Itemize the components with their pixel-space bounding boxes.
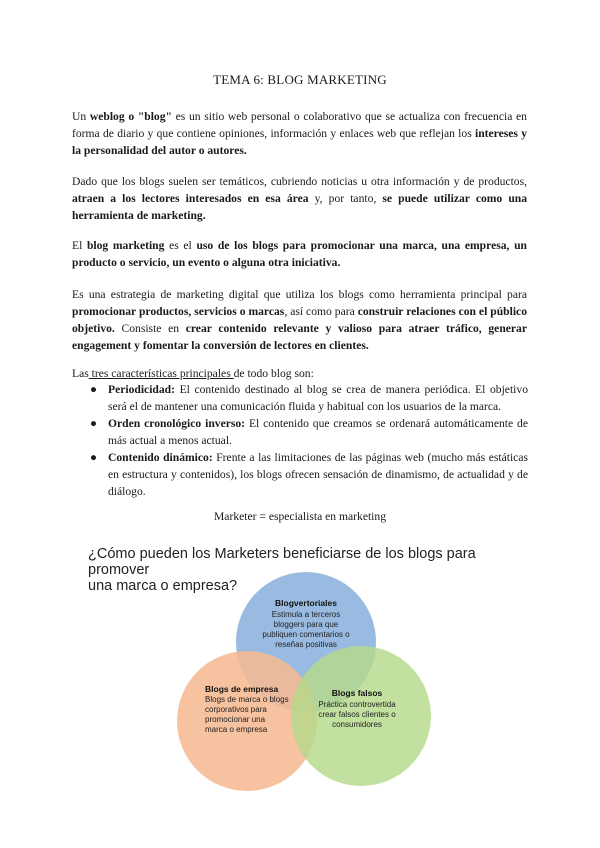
venn-line: reseñas positivas: [275, 640, 337, 649]
bold-term: uso de los blogs para promocionar una marca, una empresa, un producto o servicio, un evento o alguna otra iniciativa.: [72, 239, 527, 269]
venn-line: Blogs de marca o blogs: [205, 695, 289, 704]
paragraph-weblog-definition: Un weblog o "blog" es un sitio web personal o colaborativo que se actualiza con frecuencia en forma de diario y que contiene opiniones, información y enlaces web que reflejan los intereses y la personalidad del autor o autores.: [72, 110, 528, 157]
venn-line: marca o empresa: [205, 725, 268, 734]
venn-line: bloggers para que: [273, 620, 339, 629]
bullet-icon: ●: [90, 451, 98, 464]
bold-term: se puede utilizar como una herramienta de marketing.: [72, 192, 528, 222]
bullet-icon: ●: [90, 383, 98, 396]
characteristics-intro: Las tres características principales de todo blog son:: [72, 367, 314, 380]
document-title: TEMA 6: BLOG MARKETING: [213, 72, 387, 87]
venn-title: Blogs falsos: [331, 688, 383, 698]
venn-line: promocionar una: [205, 715, 266, 724]
venn-line: Estimula a terceros: [271, 610, 341, 619]
bold-term: crear contenido relevante y valioso para atraer tráfico, generar engagement y fomentar la conversión de lectores en clientes.: [72, 322, 527, 352]
bullet-icon: ●: [90, 417, 98, 430]
venn-line: crear falsos clientes o: [318, 710, 396, 719]
bold-term: intereses y la personalidad del autor o autores.: [72, 127, 528, 157]
bold-term: blog marketing: [86, 239, 165, 252]
venn-line: publiquen comentarios o: [262, 630, 350, 639]
venn-line: Práctica controvertida: [318, 700, 396, 709]
marketer-note: Marketer = especialista en marketing: [214, 510, 386, 523]
venn-line: corporativos para: [205, 705, 267, 714]
bold-term: construir relaciones con el público objetivo.: [72, 305, 527, 335]
bold-term: weblog o "blog": [89, 110, 172, 123]
paragraph-marketing-strategy: Es una estrategia de marketing digital que utiliza los blogs como herramienta principal para promocionar productos, servicios o marcas, así como para construir relaciones con el público objetivo. Consiste en crear contenido relevante y valioso para atraer tráfico, generar engagement y fomentar la conversión de lectores en clientes.: [72, 288, 527, 352]
item-label: Contenido dinámico:: [108, 451, 213, 464]
item-text: Frente a las limitaciones de las páginas web (mucho más estáticas en estructura y contenidos), los blogs ofrecen sensación de dinamismo, de actualidad y de diálogo.: [108, 451, 528, 498]
bold-term: atraen a los lectores interesados en esa área: [72, 192, 309, 205]
venn-title: Blogs de empresa: [205, 684, 279, 694]
diagram-question: ¿Cómo pueden los Marketers beneficiarse de los blogs para promover una marca o empresa?: [88, 546, 476, 594]
item-label: Periodicidad:: [108, 383, 175, 396]
underlined-phrase: tres características principales: [88, 367, 234, 380]
item-text: El contenido destinado al blog se crea de manera periódica. El objetivo será el de mantener una comunicación fluida y habitual con los usuarios de la marca.: [108, 383, 528, 413]
item-label: Orden cronológico inverso:: [108, 417, 246, 430]
bold-term: promocionar productos, servicios o marcas: [72, 305, 285, 318]
item-text: El contenido que creamos se ordenará automáticamente de más actual a menos actual.: [108, 417, 528, 447]
paragraph-blogs-thematic: Dado que los blogs suelen ser temáticos, cubriendo noticias u otra información y de productos, atraen a los lectores interesados en esa área y, por tanto, se puede utilizar como una herramienta de marketing.: [72, 175, 528, 222]
venn-line: consumidores: [332, 720, 382, 729]
paragraph-blog-marketing-definition: El blog marketing es el uso de los blogs para promocionar una marca, una empresa, un producto o servicio, un evento o alguna otra iniciativa.: [72, 239, 527, 269]
venn-title: Blogvertoriales: [275, 598, 337, 608]
